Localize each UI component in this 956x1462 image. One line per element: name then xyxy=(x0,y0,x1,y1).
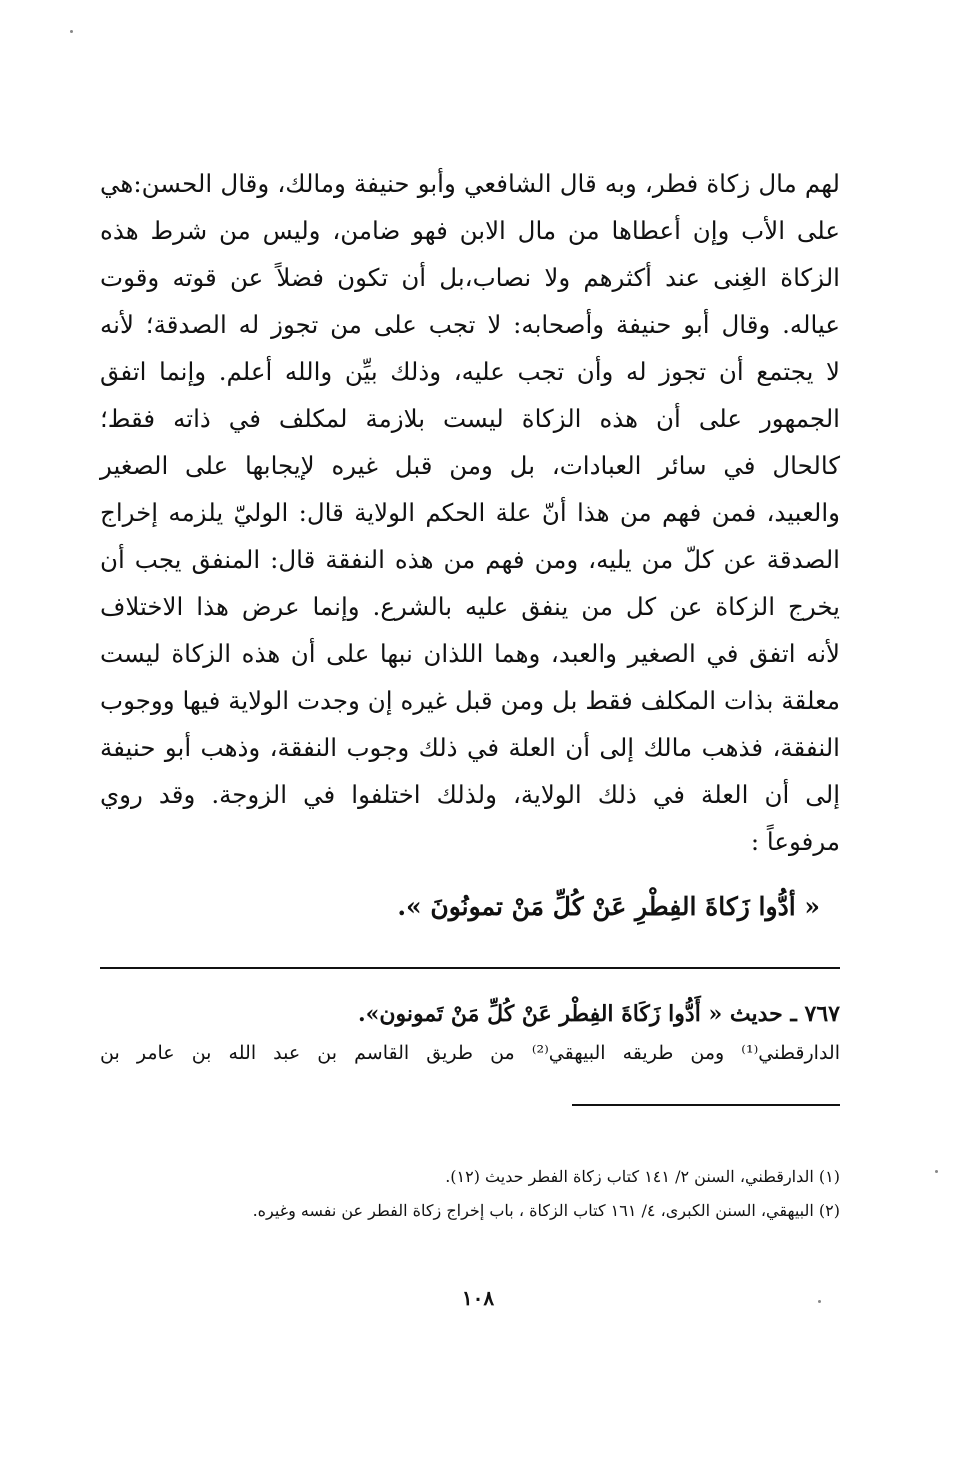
text-line: والعبيد، فمن فهم من هذا أنّ علة الحكم الولاية قال: الوليّ يلزمه إخراج xyxy=(100,498,840,527)
footnote-item: (١) الدارقطني، السنن ٢/ ١٤١ كتاب زكاة الفطر حديث (١٢). xyxy=(445,1167,840,1186)
main-paragraph xyxy=(100,160,840,865)
text-line: عياله. وقال أبو حنيفة وأصحابه: لا تجب على من تجوز له الصدقة؛ لأنه xyxy=(100,310,840,339)
scan-speck xyxy=(70,30,73,33)
hadith-takhrij xyxy=(100,995,840,1073)
hadith-quote: « أدُّوا زَكاةَ الفِطْرِ عَنْ كُلِّ مَنْ تمونُونَ ». xyxy=(397,892,820,921)
text-line: يخرج الزكاة عن كل من ينفق عليه بالشرع. وإنما عرض هذا الاختلاف xyxy=(100,592,840,621)
text-line: إلى أن العلة في ذلك الولاية، ولذلك اختلفوا في الزوجة. وقد روي xyxy=(100,780,840,809)
text-line: معلقة بذات المكلف فقط بل ومن قبل غيره إن وجدت الولاية فيها ووجوب xyxy=(100,686,840,715)
text-line: لهم مال زكاة فطر، وبه قال الشافعي وأبو حنيفة ومالك، وقال الحسن:هي xyxy=(100,169,840,198)
text-line: الجمهور على أن هذه الزكاة ليست بلازمة لمكلف في ذاته فقط؛ xyxy=(100,404,840,433)
scan-speck xyxy=(818,1300,821,1303)
text-line: لأنه اتفق في الصغير والعبد، وهما اللذان نبها على أن هذه الزكاة ليست xyxy=(100,639,840,668)
hadith-heading: ٧٦٧ ـ حديث « أَدُّوا زَكَاةَ الفِطْر عَنْ كُلِّ مَنْ تَمونون». xyxy=(357,1001,840,1027)
footnote-item: (٢) البيهقي، السنن الكبرى، ٤/ ١٦١ كتاب الزكاة ، باب إخراج زكاة الفطر عن نفسه وغيره. xyxy=(252,1201,840,1220)
page-number: ١٠٨ xyxy=(461,1286,495,1310)
text-line: على الأب وإن أعطاها من مال الابن فهو ضامن، وليس من شرط هذه xyxy=(100,216,840,245)
text-line: النفقة، فذهب مالك إلى أن العلة في ذلك وجوب النفقة، وذهب أبو حنيفة xyxy=(100,733,840,762)
text-line: لا يجتمع أن تجوز له وأن تجب عليه، وذلك بيِّن والله أعلم. وإنما اتفق xyxy=(100,357,840,386)
text-line: الصدقة عن كلّ من يليه، ومن فهم من هذه النفقة قال: المنفق يجب أن xyxy=(100,545,840,574)
text-line: كالحال في سائر العبادات، بل ومن قبل غيره لإيجابها على الصغير xyxy=(100,451,840,480)
scan-speck xyxy=(935,1170,938,1173)
text-line: مرفوعاً : xyxy=(750,827,840,856)
text-line: الزكاة الغِنى عند أكثرهم ولا نصاب،بل أن تكون فضلاً عن قوته وقوت xyxy=(100,263,840,292)
section-divider xyxy=(100,967,840,969)
footnotes xyxy=(100,1160,840,1228)
hadith-source-text: الدارقطني⁽¹⁾ ومن طريقه البيهقي⁽²⁾ من طريق القاسم بن عبد الله بن عامر بن xyxy=(100,1042,840,1064)
footnote-divider xyxy=(572,1104,840,1106)
